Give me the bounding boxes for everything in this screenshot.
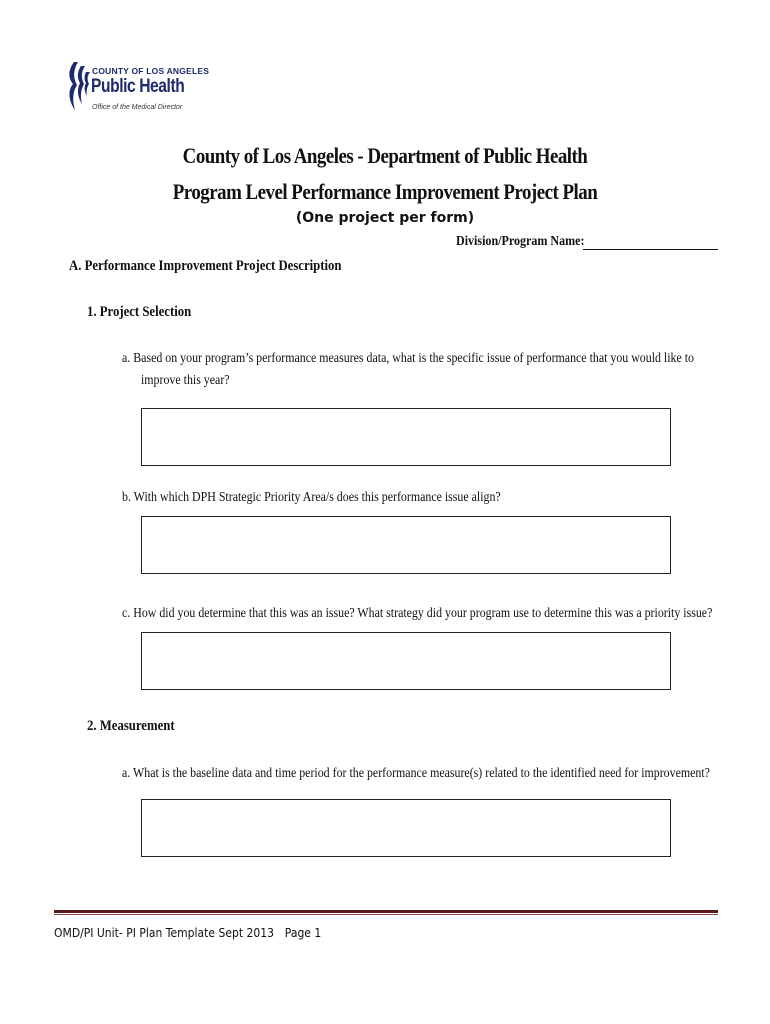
answer-box-1c[interactable] (141, 632, 671, 690)
project-selection-heading: 1. Project Selection (87, 304, 192, 320)
answer-box-1a[interactable] (141, 408, 671, 466)
footer-page-number: Page 1 (284, 926, 322, 940)
footer-rule (54, 910, 718, 913)
question-1b: b. With which DPH Strategic Priority Area/s does this performance issue align? (122, 490, 501, 505)
logo-public-health-text: Public Health (91, 76, 185, 97)
footer-template-text: OMD/PI Unit- PI Plan Template Sept 2013 (54, 926, 274, 940)
page-title-line1: County of Los Angeles - Department of Public Health (182, 143, 588, 168)
page-title-line2: Program Level Performance Improvement Project Plan (172, 179, 598, 204)
question-2a: a. What is the baseline data and time period for the performance measure(s) related to the identified need for improvement? (122, 766, 710, 781)
logo-office-text: Office of the Medical Director (92, 104, 183, 111)
footer-rule-thin (54, 914, 718, 915)
division-program-field[interactable] (583, 249, 718, 250)
page-subtitle: (One project per form) (295, 210, 475, 226)
question-1a-line2: improve this year? (141, 373, 230, 388)
division-program-label: Division/Program Name: (456, 234, 585, 249)
question-1c: c. How did you determine that this was an issue? What strategy did your program use to determine this was a priority issue? (122, 606, 713, 621)
measurement-heading: 2. Measurement (87, 718, 175, 734)
answer-box-2a[interactable] (141, 799, 671, 857)
answer-box-1b[interactable] (141, 516, 671, 574)
section-a-heading: A. Performance Improvement Project Description (69, 258, 342, 274)
question-1a-line1: a. Based on your program’s performance measures data, what is the specific issue of performance that you would like to (122, 351, 695, 366)
footer (54, 926, 332, 940)
logo-county-text: COUNTY OF LOS ANGELES (92, 66, 210, 76)
